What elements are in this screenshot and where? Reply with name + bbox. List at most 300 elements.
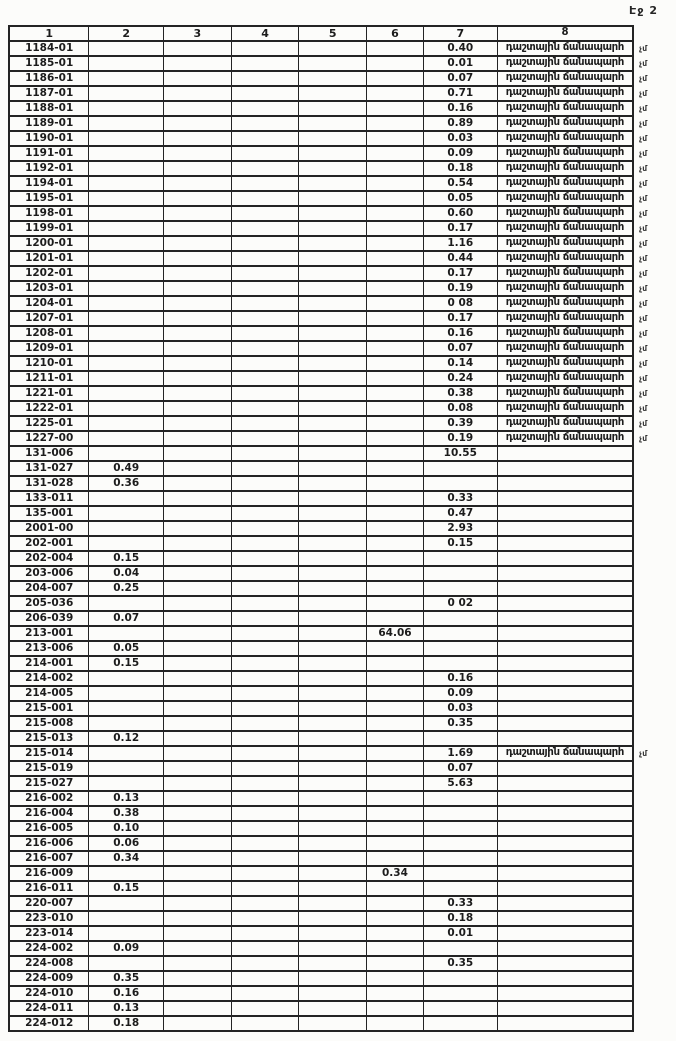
value-cell-col6: [367, 191, 424, 206]
value-cell-col8: դաշտային ճանապարհ: [497, 326, 633, 341]
value-cell-col2: [89, 896, 164, 911]
value-cell-col6: [367, 971, 424, 986]
margin-note: [633, 446, 675, 461]
margin-note: [633, 491, 675, 506]
value-cell-col3: [164, 371, 232, 386]
value-cell-col4: [231, 866, 299, 881]
value-cell-col5: [299, 686, 367, 701]
value-cell-col2: [89, 266, 164, 281]
parcels-table: [8, 25, 676, 1032]
value-cell-col7: 0.03: [423, 131, 497, 146]
value-cell-col3: [164, 266, 232, 281]
value-cell-col3: [164, 476, 232, 491]
value-cell-col4: [231, 941, 299, 956]
value-cell-col3: [164, 101, 232, 116]
table-row: [9, 401, 675, 416]
table-row: [9, 896, 675, 911]
value-cell-col7: 0.05: [423, 191, 497, 206]
table-row: [9, 851, 675, 866]
value-cell-col3: [164, 236, 232, 251]
value-cell-col5: [299, 176, 367, 191]
parcel-code-cell: 216-005: [9, 821, 89, 836]
value-cell-col3: [164, 821, 232, 836]
table-row: [9, 1016, 675, 1031]
parcel-code-cell: 223-010: [9, 911, 89, 926]
value-cell-col6: [367, 791, 424, 806]
value-cell-col2: [89, 776, 164, 791]
parcel-code-cell: 2001-00: [9, 521, 89, 536]
value-cell-col5: [299, 281, 367, 296]
value-cell-col5: [299, 536, 367, 551]
header-row: [9, 26, 675, 41]
parcel-code-cell: 213-001: [9, 626, 89, 641]
value-cell-col6: [367, 686, 424, 701]
parcel-code-cell: 1191-01: [9, 146, 89, 161]
value-cell-col7: [423, 821, 497, 836]
value-cell-col3: [164, 836, 232, 851]
value-cell-col5: [299, 1016, 367, 1031]
value-cell-col7: [423, 851, 497, 866]
value-cell-col8: դաշտային ճանապարհ: [497, 71, 633, 86]
value-cell-col2: [89, 911, 164, 926]
value-cell-col7: 0.18: [423, 161, 497, 176]
value-cell-col2: [89, 926, 164, 941]
margin-note: [633, 461, 675, 476]
margin-note: [633, 521, 675, 536]
value-cell-col5: [299, 611, 367, 626]
parcel-code-cell: 1189-01: [9, 116, 89, 131]
value-cell-col5: [299, 146, 367, 161]
value-cell-col2: [89, 671, 164, 686]
value-cell-col3: [164, 1001, 232, 1016]
parcel-code-cell: 1188-01: [9, 101, 89, 116]
value-cell-col5: [299, 716, 367, 731]
column-header-7: 7: [423, 26, 497, 41]
value-cell-col6: [367, 311, 424, 326]
parcel-code-cell: 131-028: [9, 476, 89, 491]
table-row: [9, 476, 675, 491]
value-cell-col8: [497, 926, 633, 941]
value-cell-col2: 0.06: [89, 836, 164, 851]
margin-note: չմ: [639, 388, 648, 398]
value-cell-col8: դաշտային ճանապարհ: [497, 281, 633, 296]
value-cell-col6: [367, 941, 424, 956]
value-cell-col8: [497, 491, 633, 506]
margin-note: [633, 866, 675, 881]
value-cell-col4: [231, 761, 299, 776]
value-cell-col8: դաշտային ճանապարհ: [497, 191, 633, 206]
value-cell-col8: դաշտային ճանապարհ: [497, 356, 633, 371]
value-cell-col8: [497, 896, 633, 911]
value-cell-col7: 2.93: [423, 521, 497, 536]
value-cell-col7: 0.54: [423, 176, 497, 191]
value-cell-col4: [231, 656, 299, 671]
value-cell-col6: [367, 146, 424, 161]
value-cell-col8: դաշտային ճանապարհ: [497, 221, 633, 236]
column-header-6: 6: [367, 26, 424, 41]
value-cell-col8: [497, 941, 633, 956]
value-cell-col3: [164, 596, 232, 611]
parcel-code-cell: 216-007: [9, 851, 89, 866]
value-cell-col5: [299, 551, 367, 566]
value-cell-col4: [231, 281, 299, 296]
margin-spacer: [633, 26, 675, 41]
value-cell-col5: [299, 236, 367, 251]
parcel-code-cell: 215-027: [9, 776, 89, 791]
value-cell-col4: [231, 266, 299, 281]
value-cell-col2: 0.49: [89, 461, 164, 476]
value-cell-col5: [299, 986, 367, 1001]
value-cell-col5: [299, 341, 367, 356]
value-cell-col3: [164, 986, 232, 1001]
value-cell-col3: [164, 1016, 232, 1031]
table-row: [9, 986, 675, 1001]
parcel-code-cell: 1204-01: [9, 296, 89, 311]
value-cell-col4: [231, 641, 299, 656]
value-cell-col4: [231, 716, 299, 731]
value-cell-col6: [367, 731, 424, 746]
parcel-code-cell: 1199-01: [9, 221, 89, 236]
value-cell-col7: [423, 566, 497, 581]
value-cell-col3: [164, 311, 232, 326]
value-cell-col2: [89, 866, 164, 881]
parcel-code-cell: 215-014: [9, 746, 89, 761]
value-cell-col2: [89, 401, 164, 416]
value-cell-col2: 0.05: [89, 641, 164, 656]
value-cell-col4: [231, 101, 299, 116]
value-cell-col6: [367, 536, 424, 551]
value-cell-col2: [89, 176, 164, 191]
margin-note: [633, 551, 675, 566]
value-cell-col6: [367, 206, 424, 221]
value-cell-col2: [89, 221, 164, 236]
table-row: [9, 446, 675, 461]
value-cell-col7: [423, 791, 497, 806]
value-cell-col4: [231, 1016, 299, 1031]
margin-note: չմ: [639, 343, 648, 353]
value-cell-col2: [89, 746, 164, 761]
value-cell-col2: 0.34: [89, 851, 164, 866]
margin-note: չմ: [639, 358, 648, 368]
value-cell-col3: [164, 776, 232, 791]
value-cell-col4: [231, 371, 299, 386]
value-cell-col2: [89, 281, 164, 296]
parcel-code-cell: 215-019: [9, 761, 89, 776]
value-cell-col2: 0.13: [89, 791, 164, 806]
value-cell-col5: [299, 56, 367, 71]
table-row: [9, 191, 675, 206]
value-cell-col2: 0.12: [89, 731, 164, 746]
value-cell-col3: [164, 56, 232, 71]
value-cell-col6: [367, 461, 424, 476]
value-cell-col5: [299, 461, 367, 476]
value-cell-col7: 0.33: [423, 896, 497, 911]
value-cell-col7: 0.09: [423, 146, 497, 161]
margin-note: [633, 596, 675, 611]
value-cell-col8: [497, 716, 633, 731]
value-cell-col4: [231, 56, 299, 71]
value-cell-col8: [497, 596, 633, 611]
value-cell-col4: [231, 161, 299, 176]
table-row: [9, 701, 675, 716]
value-cell-col6: [367, 566, 424, 581]
value-cell-col6: [367, 356, 424, 371]
margin-note: [633, 611, 675, 626]
margin-note: [633, 716, 675, 731]
value-cell-col2: 0.36: [89, 476, 164, 491]
table-row: [9, 911, 675, 926]
parcel-code-cell: 224-008: [9, 956, 89, 971]
value-cell-col4: [231, 746, 299, 761]
value-cell-col7: [423, 986, 497, 1001]
value-cell-col7: 0.07: [423, 761, 497, 776]
margin-note: չմ: [639, 433, 648, 443]
value-cell-col3: [164, 941, 232, 956]
value-cell-col8: դաշտային ճանապարհ: [497, 101, 633, 116]
value-cell-col6: [367, 326, 424, 341]
margin-note: [633, 506, 675, 521]
value-cell-col7: 1.16: [423, 236, 497, 251]
value-cell-col5: [299, 131, 367, 146]
parcel-code-cell: 202-001: [9, 536, 89, 551]
value-cell-col7: 0.14: [423, 356, 497, 371]
value-cell-col8: դաշտային ճանապարհ: [497, 86, 633, 101]
table-row: [9, 86, 675, 101]
value-cell-col7: 0.40: [423, 41, 497, 56]
margin-note: [633, 881, 675, 896]
value-cell-col2: [89, 341, 164, 356]
value-cell-col3: [164, 446, 232, 461]
margin-note: [633, 566, 675, 581]
value-cell-col8: դաշտային ճանապարհ: [497, 251, 633, 266]
value-cell-col6: [367, 506, 424, 521]
parcel-code-cell: 214-005: [9, 686, 89, 701]
table-row: [9, 251, 675, 266]
value-cell-col5: [299, 761, 367, 776]
value-cell-col6: [367, 221, 424, 236]
value-cell-col7: 0.16: [423, 671, 497, 686]
margin-note: չմ: [639, 208, 648, 218]
value-cell-col7: 5.63: [423, 776, 497, 791]
value-cell-col8: դաշտային ճանապարհ: [497, 401, 633, 416]
value-cell-col5: [299, 206, 367, 221]
value-cell-col2: 0.15: [89, 551, 164, 566]
value-cell-col5: [299, 566, 367, 581]
parcel-code-cell: 135-001: [9, 506, 89, 521]
value-cell-col3: [164, 581, 232, 596]
value-cell-col3: [164, 86, 232, 101]
value-cell-col7: 0.17: [423, 266, 497, 281]
value-cell-col2: 0.04: [89, 566, 164, 581]
value-cell-col3: [164, 551, 232, 566]
value-cell-col4: [231, 611, 299, 626]
parcel-code-cell: 224-002: [9, 941, 89, 956]
value-cell-col7: 0.17: [423, 221, 497, 236]
parcel-code-cell: 1187-01: [9, 86, 89, 101]
value-cell-col2: [89, 386, 164, 401]
value-cell-col5: [299, 431, 367, 446]
value-cell-col2: [89, 311, 164, 326]
value-cell-col7: 0.18: [423, 911, 497, 926]
value-cell-col6: [367, 896, 424, 911]
value-cell-col8: [497, 881, 633, 896]
margin-note: [633, 1001, 675, 1016]
value-cell-col4: [231, 356, 299, 371]
value-cell-col4: [231, 806, 299, 821]
value-cell-col5: [299, 851, 367, 866]
value-cell-col3: [164, 341, 232, 356]
value-cell-col4: [231, 476, 299, 491]
value-cell-col4: [231, 671, 299, 686]
value-cell-col7: 10.55: [423, 446, 497, 461]
value-cell-col2: [89, 251, 164, 266]
value-cell-col5: [299, 731, 367, 746]
value-cell-col3: [164, 701, 232, 716]
value-cell-col7: [423, 1016, 497, 1031]
value-cell-col3: [164, 41, 232, 56]
value-cell-col5: [299, 521, 367, 536]
value-cell-col4: [231, 701, 299, 716]
parcel-code-cell: 215-008: [9, 716, 89, 731]
parcel-code-cell: 1195-01: [9, 191, 89, 206]
value-cell-col8: [497, 971, 633, 986]
value-cell-col8: [497, 551, 633, 566]
value-cell-col2: [89, 41, 164, 56]
margin-note: [633, 896, 675, 911]
margin-note: չմ: [639, 163, 648, 173]
value-cell-col6: [367, 341, 424, 356]
value-cell-col8: [497, 806, 633, 821]
value-cell-col4: [231, 71, 299, 86]
parcel-code-cell: 203-006: [9, 566, 89, 581]
parcel-code-cell: 220-007: [9, 896, 89, 911]
value-cell-col2: [89, 146, 164, 161]
value-cell-col2: [89, 416, 164, 431]
value-cell-col6: [367, 881, 424, 896]
value-cell-col4: [231, 911, 299, 926]
table-row: [9, 101, 675, 116]
margin-note: չմ: [639, 103, 648, 113]
value-cell-col4: [231, 971, 299, 986]
table-header: [9, 26, 675, 41]
value-cell-col8: [497, 986, 633, 1001]
value-cell-col4: [231, 686, 299, 701]
value-cell-col6: [367, 236, 424, 251]
value-cell-col3: [164, 881, 232, 896]
value-cell-col8: [497, 866, 633, 881]
value-cell-col5: [299, 671, 367, 686]
value-cell-col3: [164, 386, 232, 401]
value-cell-col7: [423, 461, 497, 476]
value-cell-col2: [89, 431, 164, 446]
value-cell-col6: [367, 251, 424, 266]
value-cell-col3: [164, 401, 232, 416]
table-row: [9, 386, 675, 401]
value-cell-col3: [164, 521, 232, 536]
value-cell-col8: [497, 701, 633, 716]
value-cell-col7: [423, 626, 497, 641]
value-cell-col5: [299, 386, 367, 401]
value-cell-col6: [367, 701, 424, 716]
value-cell-col5: [299, 41, 367, 56]
table-body: [9, 41, 675, 1031]
value-cell-col8: [497, 911, 633, 926]
value-cell-col7: 0.16: [423, 326, 497, 341]
parcel-code-cell: 213-006: [9, 641, 89, 656]
margin-note: [633, 626, 675, 641]
value-cell-col2: [89, 491, 164, 506]
value-cell-col7: 1.69: [423, 746, 497, 761]
value-cell-col5: [299, 776, 367, 791]
value-cell-col3: [164, 686, 232, 701]
value-cell-col7: [423, 581, 497, 596]
value-cell-col7: 0.01: [423, 926, 497, 941]
margin-note: [633, 641, 675, 656]
margin-note: [633, 821, 675, 836]
margin-note: չմ: [639, 133, 648, 143]
parcel-code-cell: 224-009: [9, 971, 89, 986]
value-cell-col3: [164, 716, 232, 731]
value-cell-col4: [231, 776, 299, 791]
value-cell-col6: [367, 1001, 424, 1016]
value-cell-col8: դաշտային ճանապարհ: [497, 311, 633, 326]
table-row: [9, 131, 675, 146]
margin-note: չմ: [639, 403, 648, 413]
value-cell-col2: 0.13: [89, 1001, 164, 1016]
value-cell-col8: դաշտային ճանապարհ: [497, 116, 633, 131]
parcel-code-cell: 206-039: [9, 611, 89, 626]
value-cell-col6: [367, 71, 424, 86]
value-cell-col2: [89, 356, 164, 371]
value-cell-col4: [231, 821, 299, 836]
value-cell-col8: [497, 566, 633, 581]
parcel-code-cell: 216-004: [9, 806, 89, 821]
value-cell-col7: [423, 656, 497, 671]
parcel-code-cell: 216-006: [9, 836, 89, 851]
table-row: [9, 746, 675, 761]
value-cell-col3: [164, 806, 232, 821]
margin-note: [633, 791, 675, 806]
value-cell-col3: [164, 251, 232, 266]
parcel-code-cell: 214-001: [9, 656, 89, 671]
column-header-5: 5: [299, 26, 367, 41]
value-cell-col2: 0.07: [89, 611, 164, 626]
margin-note: [633, 956, 675, 971]
table-row: [9, 506, 675, 521]
value-cell-col4: [231, 431, 299, 446]
value-cell-col7: [423, 866, 497, 881]
table-row: [9, 461, 675, 476]
table-row: [9, 266, 675, 281]
value-cell-col3: [164, 746, 232, 761]
parcel-code-cell: 1200-01: [9, 236, 89, 251]
margin-note: [633, 761, 675, 776]
table-row: [9, 416, 675, 431]
value-cell-col3: [164, 161, 232, 176]
value-cell-col8: [497, 641, 633, 656]
value-cell-col8: [497, 626, 633, 641]
value-cell-col2: [89, 71, 164, 86]
value-cell-col5: [299, 641, 367, 656]
value-cell-col6: [367, 716, 424, 731]
value-cell-col6: [367, 581, 424, 596]
margin-note: չմ: [639, 253, 648, 263]
parcel-code-cell: 133-011: [9, 491, 89, 506]
value-cell-col3: [164, 956, 232, 971]
value-cell-col2: [89, 761, 164, 776]
parcel-code-cell: 1184-01: [9, 41, 89, 56]
value-cell-col4: [231, 851, 299, 866]
